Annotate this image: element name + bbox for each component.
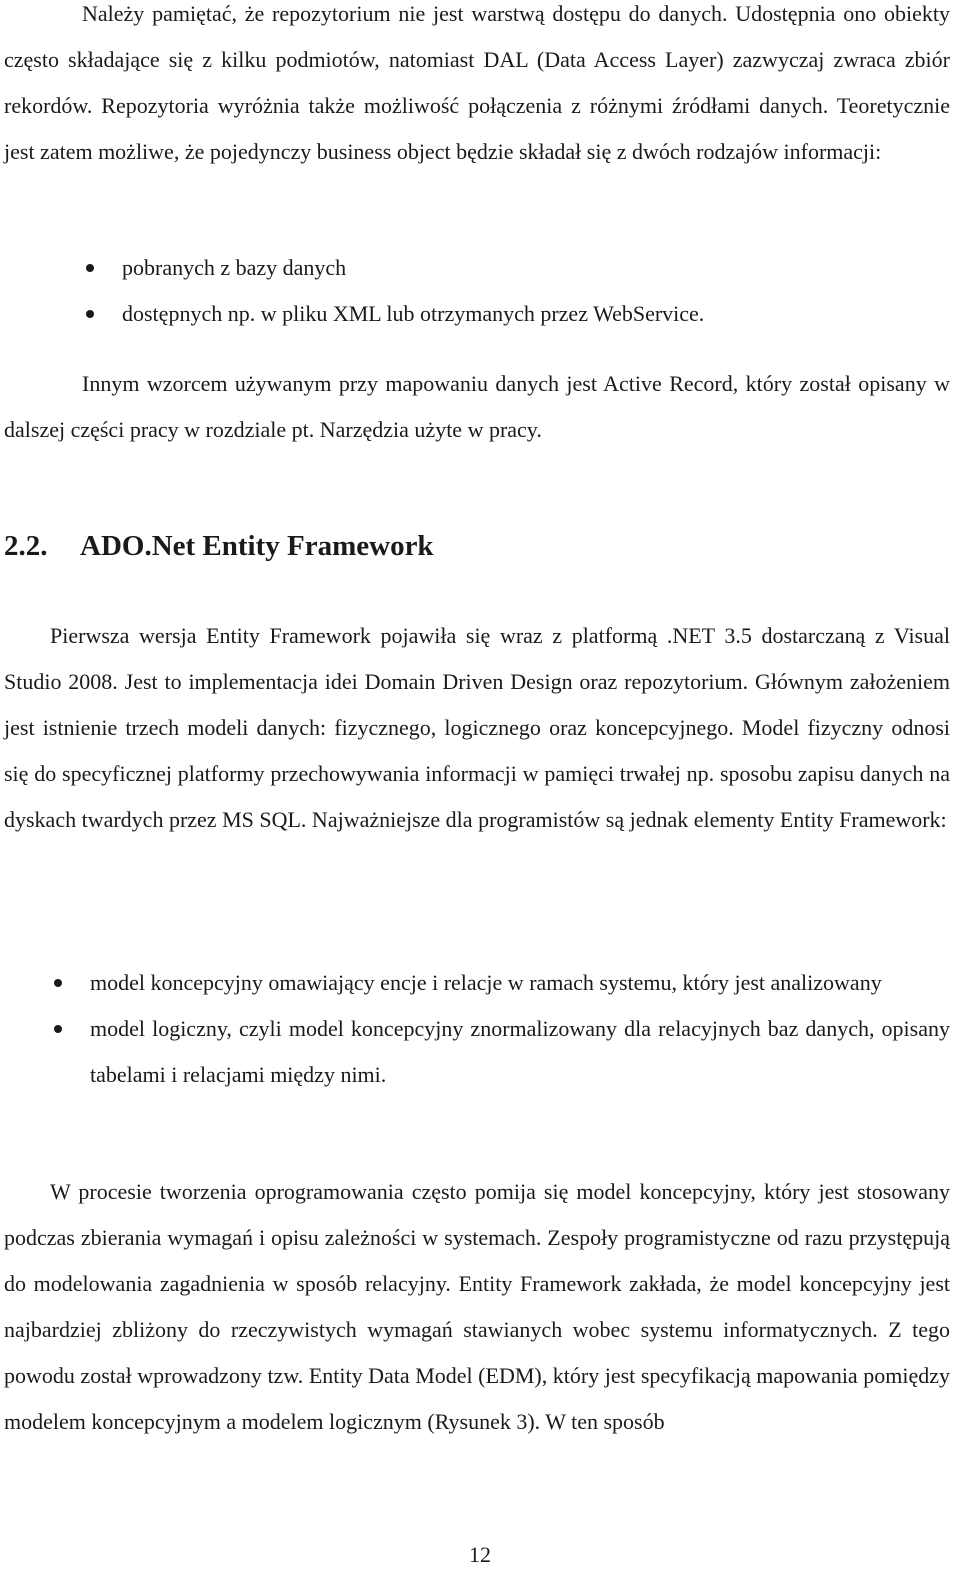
bullet-icon xyxy=(86,264,94,272)
paragraph-repository: Należy pamiętać, że repozytorium nie jest warstwą dostępu do danych. Udostępnia ono obiekty często składające się z kilku podmiotów, natomiast DAL (Data Access Layer) zazwyczaj zwraca zbiór rekordów. Repozytoria wyróżnia także możliwość połączenia z różnymi źródłami danych. Teoretycznie jest zatem możliwe, że pojedynczy business object będzie składał się z dwóch rodzajów informacji: xyxy=(4,1,950,164)
section-title: ADO.Net Entity Framework xyxy=(80,530,434,562)
list-item-text: model koncepcyjny omawiający encje i relacje w ramach systemu, który jest analizowany xyxy=(90,970,882,995)
bullet-list-sources xyxy=(82,245,942,337)
paragraph-active-record: Innym wzorcem używanym przy mapowaniu danych jest Active Record, który został opisany w dalszej części pracy w rozdziale pt. Narzędzia użyte w pracy. xyxy=(4,371,950,442)
list-item xyxy=(82,245,942,291)
paragraph-entity-framework: Pierwsza wersja Entity Framework pojawiła się wraz z platformą .NET 3.5 dostarczaną z Visual Studio 2008. Jest to implementacja idei Domain Driven Design oraz repozytorium. Głównym założeniem jest istnienie trzech modeli danych: fizycznego, logicznego oraz koncepcyjnego. Model fizyczny odnosi się do specyficznej platformy przechowywania informacji w pamięci trwałej np. sposobu zapisu danych na dyskach twardych przez MS SQL. Najważniejsze dla programistów są jednak elementy Entity Framework: xyxy=(4,623,950,832)
list-item-text: model logiczny, czyli model koncepcyjny znormalizowany dla relacyjnych baz danych, opisany tabelami i relacjami między nimi. xyxy=(90,1016,950,1087)
section-number: 2.2. xyxy=(4,530,48,562)
list-item xyxy=(82,291,942,337)
page-number: 12 xyxy=(469,1542,491,1567)
bullet-list-models xyxy=(50,960,950,1098)
bullet-icon xyxy=(54,979,62,987)
list-item-text: dostępnych np. w pliku XML lub otrzymanych przez WebService. xyxy=(122,301,705,326)
list-item xyxy=(50,1006,950,1098)
bullet-icon xyxy=(54,1025,62,1033)
section-heading xyxy=(4,524,434,568)
paragraph-conceptual-model: W procesie tworzenia oprogramowania często pomija się model koncepcyjny, który jest stosowany podczas zbierania wymagań i opisu zależności w systemach. Zespoły programistyczne od razu przystępują do modelowania zagadnienia w sposób relacyjny. Entity Framework zakłada, że model koncepcyjny jest najbardziej zbliżony do rzeczywistych wymagań stawianych wobec systemu informatycznych. Z tego powodu został wprowadzony tzw. Entity Data Model (EDM), który jest specyfikacją mapowania pomiędzy modelem koncepcyjnym a modelem logicznym (Rysunek 3). W ten sposób xyxy=(4,1179,950,1434)
bullet-icon xyxy=(86,310,94,318)
list-item xyxy=(50,960,950,1006)
list-item-text: pobranych z bazy danych xyxy=(122,255,347,280)
